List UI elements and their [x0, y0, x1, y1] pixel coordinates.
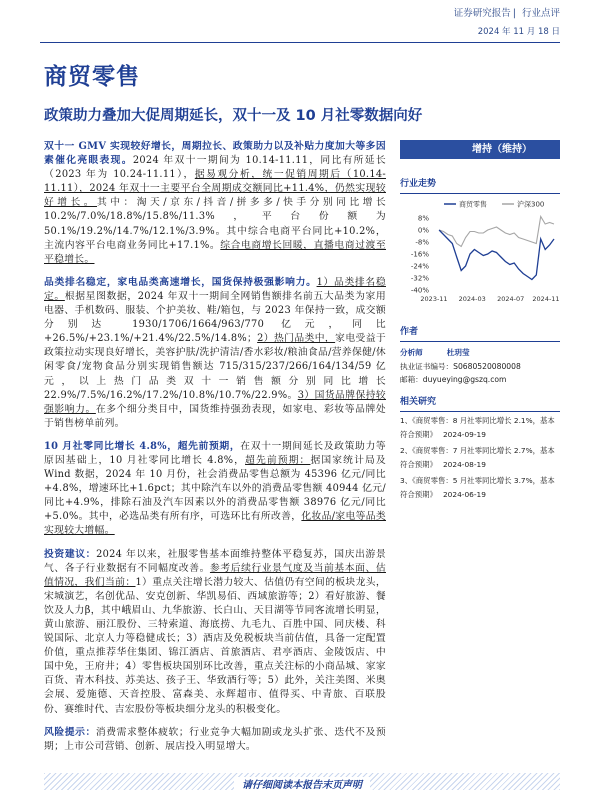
x-tick-label: 2023-11	[420, 295, 448, 303]
body-text: 在双十一期间延长及政策助力等原因基础上，10 月社零同比增长 4.8%，	[44, 440, 386, 466]
industry-title: 商贸零售	[44, 64, 140, 90]
body-paragraph	[44, 140, 386, 267]
body-text: 1）重点关注增长潜力较大、估值仍有空间的板块龙头，宋城演艺，名创优品、安克创新、华凯易佰、西域旅游等；2）看好旅游、餐饮及人力β，其中峨眉山、九华旅游、长白山、天目湖等节同客流增长明显，黄山旅游、丽江股份、三特索道、海底捞、九毛九、百胜中国、同庆楼、科锐国际、北京人力等稳健成长；3）酒店及免税板块当前估值，具备一定配置价值，重点推荐华住集团、锦江酒店、首旅酒店、君亭酒店、金陵饭店、中国中免，王府井；4）零售板块国别环比改善，重点关注标的小商品城、家家百货、青木科技、苏美达、孩子王、华致酒行等；5）此外，关注美图、米奥会展、爱施德、天音控股、富森美、永辉超市、值得买、中青旅、百联股份、赛维时代、吉宏股份等板块细分龙头的积极变化。	[44, 576, 386, 715]
body-text: 家电受益于政策拉动实现良好增长，美容护肤/洗护清洁/香水彩妆/粮油食品/营养保健/休闲零食/宠物食品分别实现销售额达 715/315/237/266/164/134/59 亿元，以上热门品类双十一销售额分别同比增长 22.9%/7.5%/16.2%/17.2%/10.8%/10.7%/22.9%。	[44, 333, 386, 401]
author-heading: 作者	[400, 326, 560, 342]
report-kind: 行业点评	[521, 8, 560, 19]
related-research-item[interactable]	[400, 474, 560, 501]
y-tick-label: -40%	[410, 286, 429, 295]
bold-lead-text: 双十一 GMV 实现较好增长，周期拉长、政策助力以及补贴力度加大等多因素催化亮眼表现。	[44, 141, 386, 167]
underlined-text: 超先前预期：	[245, 454, 311, 466]
header-divider	[40, 42, 560, 43]
related-heading: 相关研究	[400, 396, 560, 412]
series-line-benchmark	[439, 217, 554, 247]
rating-badge: 增持（维持）	[400, 140, 560, 159]
related-research-date: 2024-09-19	[442, 429, 486, 439]
report-type-line	[452, 7, 560, 21]
y-tick-label: -24%	[410, 262, 429, 271]
report-type: 证券研究报告	[453, 8, 511, 19]
related-research-title: 1、《商贸零售：8 月社零同比增长 2.1%，基本符合预期》	[400, 416, 555, 439]
report-body	[44, 140, 386, 766]
body-paragraph	[44, 548, 386, 717]
disclaimer-footer	[44, 773, 560, 790]
author-block	[400, 346, 560, 387]
analyst-role: 分析师	[400, 348, 423, 357]
body-text: 在多个细分类目中，国货维持强劲表现，如家电、彩妆等品牌处于销售榜单前列。	[44, 403, 386, 429]
related-research-title: 3、《商贸零售：5 月社零同比增长 3.7%，基本符合预期》	[400, 476, 555, 499]
body-text: 2024 年以来，社服零售基本面维持整体平稳复苏，国庆出游景气、各子行业数据有不同幅度改善。	[44, 548, 386, 574]
trend-chart-svg	[400, 196, 560, 308]
y-tick-label: -8%	[415, 238, 429, 247]
bold-lead-text: 品类排名稳定，家电品类高速增长，国货保持极强影响力。	[44, 276, 317, 288]
y-tick-label: 0%	[417, 226, 429, 235]
related-research-list	[400, 414, 560, 504]
related-research-date: 2024-06-19	[442, 489, 486, 499]
underlined-text: 3）国货品牌保持较强影响力。	[44, 389, 386, 415]
related-research-item[interactable]	[400, 414, 560, 441]
y-tick-label: 8%	[417, 214, 429, 223]
analyst-line	[400, 346, 560, 360]
legend-label: 沪深300	[517, 200, 545, 209]
legend-label: 商贸零售	[459, 200, 487, 209]
header-separator: |	[512, 8, 516, 19]
underlined-text: 综合电商增长回暖，直播电商过渡至平稳增长。	[44, 239, 386, 265]
underlined-text: 参考后续行业景气度及当前基本面、估值情况，我们当前：	[44, 562, 386, 588]
bold-lead-text: 投资建议：	[44, 548, 97, 560]
industry-trend-chart	[400, 196, 560, 308]
body-text: 消费需求整体疲软；行业竞争大幅加剧或龙头扩张、迭代不及预期；上市公司营销、创新、展店投入明显增大。	[44, 726, 386, 752]
body-text: 其中：淘天/京东/抖音/拼多多/快手分别同比增长 10.2%/7.0%/18.8%/15.8%/11.3%，平台份额为 50.1%/19.2%/14.7%/12.1%/3.9%。其中综合电商平台同比+10.2%，主流内容平台电商业务同比+17.1%。	[44, 197, 386, 251]
body-paragraph	[44, 726, 386, 754]
underlined-text: 据易观分析，统一促销周期后（10.14-11.11），2024 年双十一主要平台全周期成交额同比+11.4%，仍然实现较好增长。	[44, 169, 386, 209]
related-research-item[interactable]	[400, 444, 560, 471]
body-paragraph	[44, 440, 386, 539]
underlined-text: 1）品类排名稳定。	[44, 276, 386, 302]
report-header	[452, 7, 560, 39]
y-tick-label: -16%	[410, 250, 429, 259]
certificate-number: 执业证书编号：S0680520080008	[400, 361, 521, 371]
sidebar	[400, 140, 560, 500]
body-text: 据国家统计局及 Wind 数据，2024 年 10 月份，社会消费品零售总额为 45396 亿元/同比+4.8%，增速环比+1.6pct；其中除汽车以外的消费品零售额 40944 亿元/同比+4.9%，排除石油及汽车因素以外的消费品零售额 38976 亿元/同比+5.0%。其中，必选品类有所有序，可选环比有所改善，	[44, 454, 386, 523]
underlined-text: 化妆品/家电等品类实现较大增幅。	[44, 511, 386, 537]
related-research-date: 2024-08-19	[442, 459, 486, 469]
bold-lead-text: 风险提示：	[44, 726, 96, 738]
trend-heading: 行业走势	[400, 178, 560, 194]
body-paragraph	[44, 276, 386, 431]
body-text: 根据星图数据，2024 年双十一期间全网销售额排名前五大品类为家用电器、手机数码、服装、个护美妆、鞋/箱包，与 2023 年保持一致，成交额分别达 1930/1706/1664/963/770 亿元，同比+26.5%/+23.1%/+21.4%/22.5%/14.8%；	[44, 290, 386, 345]
disclaimer-text: 请仔细阅读本报告末页声明	[234, 777, 370, 794]
report-subtitle: 政策助力叠加大促周期延长，双十一及 10 月社零数据向好	[44, 108, 423, 124]
bold-lead-text: 10 月社零同比增长 4.8%，超先前预期，	[44, 440, 241, 452]
report-date: 2024 年 11 月 18 日	[477, 27, 560, 37]
x-tick-label: 2024-11	[532, 295, 560, 303]
body-text: 2024 年双十一期间为 10.14-11.11，同比有所延长（2023 年为 10.24-11.11），	[44, 155, 386, 181]
y-tick-label: -32%	[410, 274, 429, 283]
analyst-email[interactable]: 邮箱：duyueying@gszq.com	[400, 375, 507, 384]
x-tick-label: 2024-07	[497, 295, 525, 303]
underlined-text: 2）热门品类中，	[257, 333, 336, 345]
related-research-title: 2、《商贸零售：7 月社零同比增长 2.7%，基本符合预期》	[400, 446, 555, 469]
x-tick-label: 2024-03	[458, 295, 486, 303]
analyst-name: 杜玥莹	[446, 348, 470, 357]
